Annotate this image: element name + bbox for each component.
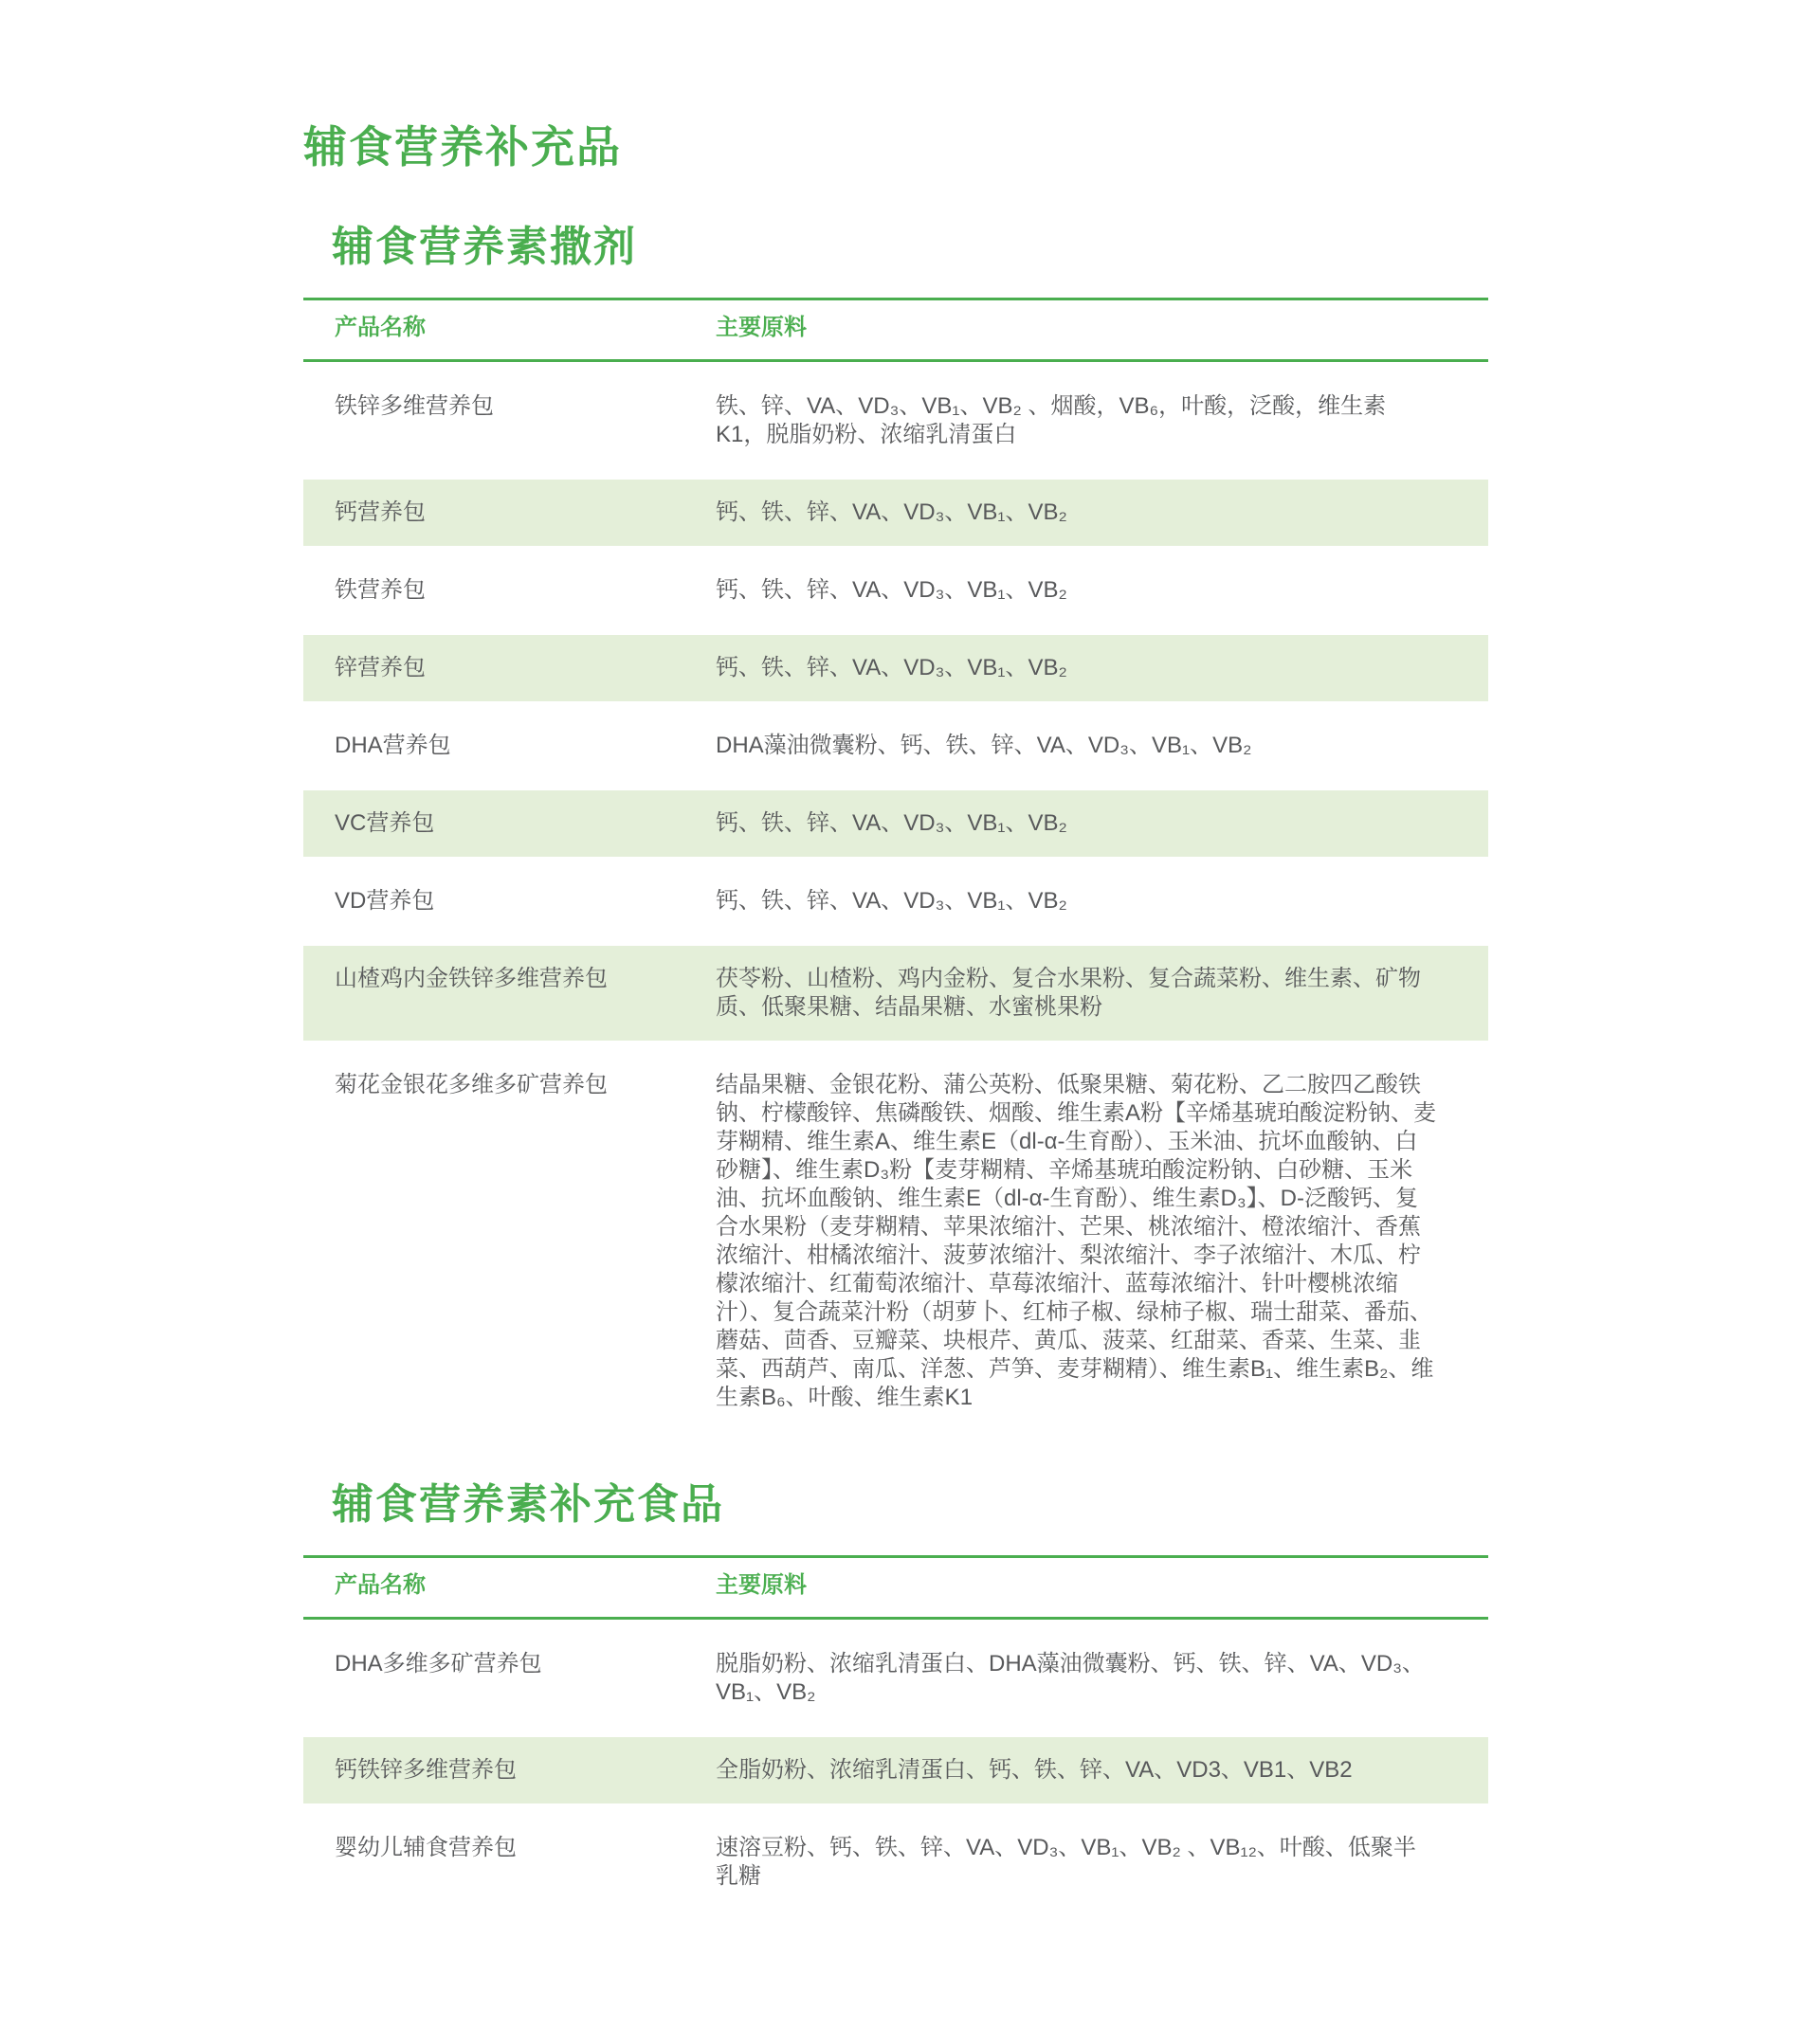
table-row <box>303 868 1488 934</box>
table-row <box>303 1052 1488 1431</box>
ingredients-cell: 茯苓粉、山楂粉、鸡内金粉、复合水果粉、复合蔬菜粉、维生素、矿物质、低聚果糖、结晶果糖、水蜜桃果粉 <box>716 966 1421 1020</box>
table-body <box>303 1631 1488 1910</box>
supplement-foods-product-table <box>303 1555 1488 1910</box>
product-name-cell: 锌营养包 <box>335 655 426 680</box>
ingredients-cell: 铁、锌、VA、VD₃、VB₁、VB₂ 、烟酸，VB₆，叶酸，泛酸，维生素K1，脱脂奶粉、浓缩乳清蛋白 <box>716 393 1387 447</box>
section-heading-supplement-foods: 辅食营养素补充食品 <box>332 1481 724 1528</box>
table-row <box>303 373 1488 468</box>
column-header-main-ingredients: 主要原料 <box>716 1572 807 1598</box>
ingredients-cell: 钙、铁、锌、VA、VD₃、VB₁、VB₂ <box>716 888 1067 914</box>
table-row <box>303 1737 1488 1803</box>
table-row <box>303 1631 1488 1726</box>
table-row <box>303 790 1488 857</box>
column-header-product-name: 产品名称 <box>335 315 426 340</box>
product-name-cell: VD营养包 <box>335 888 435 914</box>
product-name-cell: VC营养包 <box>335 810 435 836</box>
ingredients-cell: 钙、铁、锌、VA、VD₃、VB₁、VB₂ <box>716 810 1067 836</box>
product-name-cell: 山楂鸡内金铁锌多维营养包 <box>335 966 608 991</box>
product-name-cell: 菊花金银花多维多矿营养包 <box>335 1072 608 1097</box>
ingredients-cell: 全脂奶粉、浓缩乳清蛋白、钙、铁、锌、VA、VD3、VB1、VB2 <box>716 1757 1353 1783</box>
ingredients-cell: 脱脂奶粉、浓缩乳清蛋白、DHA藻油微囊粉、钙、铁、锌、VA、VD₃、VB₁、VB₂ <box>716 1651 1426 1705</box>
product-name-cell: 钙铁锌多维营养包 <box>335 1757 517 1783</box>
product-name-cell: 铁营养包 <box>335 577 426 603</box>
product-name-cell: 铁锌多维营养包 <box>335 393 494 419</box>
table-row <box>303 480 1488 546</box>
page-content <box>303 0 1488 1910</box>
table-header-row <box>303 300 1488 362</box>
table-row <box>303 557 1488 624</box>
section-heading-sprinkles: 辅食营养素撒剂 <box>332 224 637 270</box>
ingredients-cell: DHA藻油微囊粉、钙、铁、锌、VA、VD₃、VB₁、VB₂ <box>716 733 1252 758</box>
table-row <box>303 946 1488 1041</box>
product-name-cell: DHA营养包 <box>335 733 451 758</box>
ingredients-cell: 钙、铁、锌、VA、VD₃、VB₁、VB₂ <box>716 499 1067 525</box>
ingredients-cell: 钙、铁、锌、VA、VD₃、VB₁、VB₂ <box>716 655 1067 680</box>
table-body <box>303 373 1488 1431</box>
ingredients-cell: 结晶果糖、金银花粉、蒲公英粉、低聚果糖、菊花粉、乙二胺四乙酸铁钠、柠檬酸锌、焦磷酸铁、烟酸、维生素A粉【辛烯基琥珀酸淀粉钠、麦芽糊精、维生素A、维生素E（dl-α-生育酚）、玉米油、抗坏血酸钠、白砂糖】、维生素D₃粉【麦芽糊精、辛烯基琥珀酸淀粉钠、白砂糖、玉米油、抗坏血酸钠、维生素E（dl-α-生育酚）、维生素D₃】、D-泛酸钙、复合水果粉（麦芽糊精、苹果浓缩汁、芒果、桃浓缩汁、橙浓缩汁、香蕉浓缩汁、柑橘浓缩汁、菠萝浓缩汁、梨浓缩汁、李子浓缩汁、木瓜、柠檬浓缩汁、红葡萄浓缩汁、草莓浓缩汁、蓝莓浓缩汁、针叶樱桃浓缩汁）、复合蔬菜汁粉（胡萝卜、红柿子椒、绿柿子椒、瑞士甜菜、番茄、蘑菇、茴香、豆瓣菜、块根芹、黄瓜、菠菜、红甜菜、香菜、生菜、韭菜、西葫芦、南瓜、洋葱、芦笋、麦芽糊精）、维生素B₁、维生素B₂、维生素B₆、叶酸、维生素K1 <box>716 1072 1437 1410</box>
product-name-cell: DHA多维多矿营养包 <box>335 1651 542 1677</box>
page-title: 辅食营养补充品 <box>303 122 622 172</box>
ingredients-cell: 钙、铁、锌、VA、VD₃、VB₁、VB₂ <box>716 577 1067 603</box>
product-name-cell: 钙营养包 <box>335 499 426 525</box>
table-row <box>303 635 1488 701</box>
column-header-main-ingredients: 主要原料 <box>716 315 807 340</box>
table-header-row <box>303 1558 1488 1620</box>
sprinkles-product-table <box>303 298 1488 1431</box>
column-header-product-name: 产品名称 <box>335 1572 426 1598</box>
table-row <box>303 713 1488 779</box>
product-name-cell: 婴幼儿辅食营养包 <box>335 1835 517 1860</box>
ingredients-cell: 速溶豆粉、钙、铁、锌、VA、VD₃、VB₁、VB₂ 、VB₁₂、叶酸、低聚半乳糖 <box>716 1835 1416 1889</box>
table-row <box>303 1815 1488 1910</box>
